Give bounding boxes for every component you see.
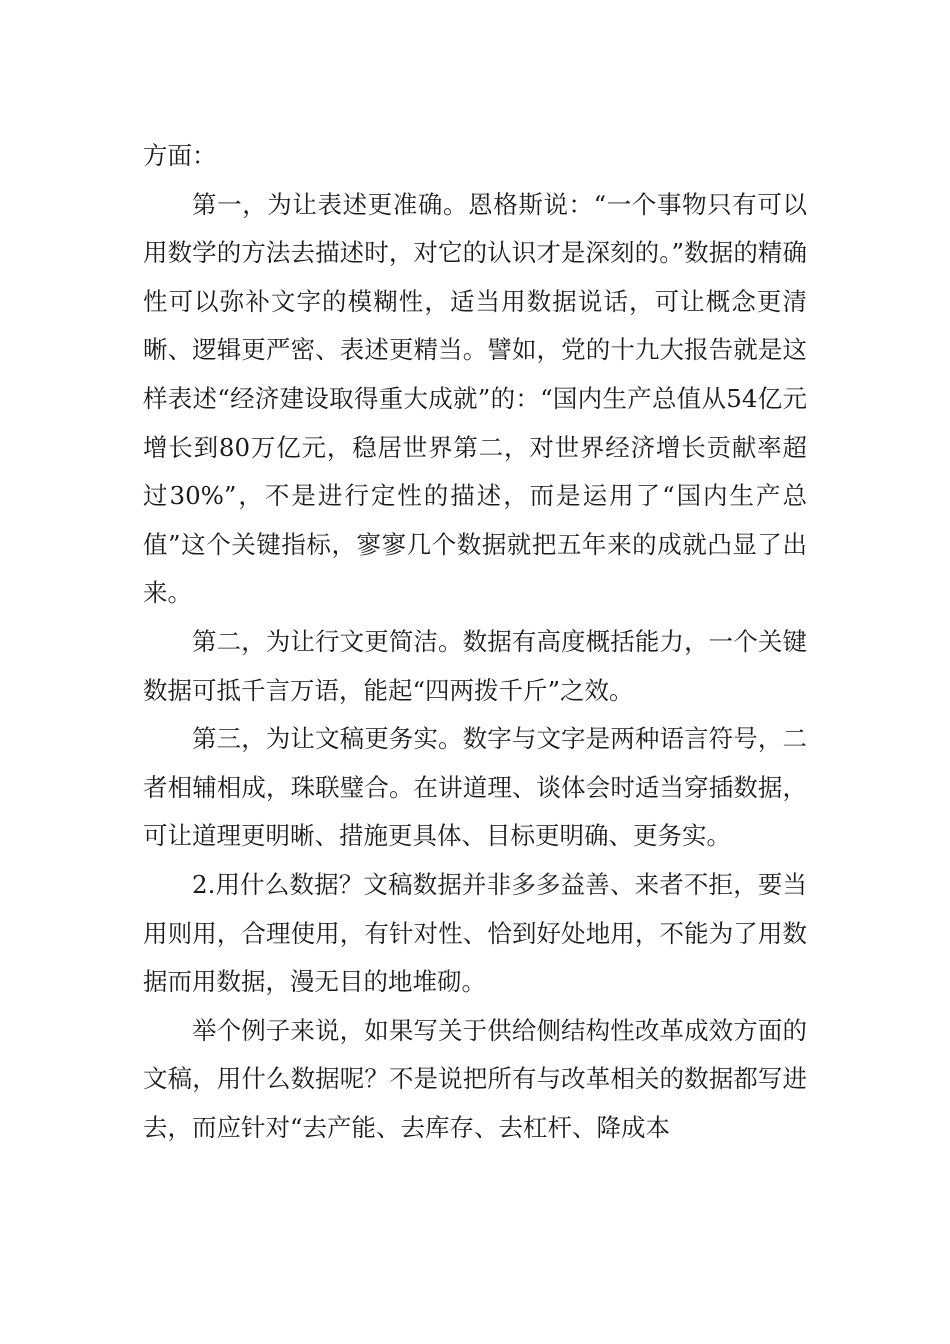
paragraph-second-point: 第二，为让行文更简洁。数据有高度概括能力，一个关键数据可抵千言万语，能起“四两拨千斤”之效。 bbox=[143, 626, 807, 705]
paragraph-what-data: 2.用什么数据？文稿数据并非多多益善、来者不拒，要当用则用，合理使用，有针对性、恰到好处地用，不能为了用数据而用数据，漫无目的地堆砌。 bbox=[143, 869, 807, 997]
paragraph-third-point: 第三，为让文稿更务实。数字与文字是两种语言符号，二者相辅相成，珠联璧合。在讲道理、谈体会时适当穿插数据，可让道理更明晰、措施更具体、目标更明确、更务实。 bbox=[143, 724, 807, 851]
paragraph-first-point: 第一，为让表述更准确。恩格斯说：“一个事物只有可以用数学的方法去描述时，对它的认识才是深刻的。”数据的精确性可以弥补文字的模糊性，适当用数据说话，可让概念更清晰、逻辑更严密、表述更精当。譬如，党的十九大报告就是这样表述“经济建设取得重大成就”的：“国内生产总值从54亿元增长到80万亿元，稳居世界第二，对世界经济增长贡献率超过30%”，不是进行定性的描述，而是运用了“国内生产总值”这个关键指标，寥寥几个数据就把五年来的成就凸显了出来。 bbox=[143, 189, 807, 608]
paragraph-continuation: 方面： bbox=[143, 141, 217, 170]
document-body bbox=[143, 132, 807, 1152]
paragraph-example: 举个例子来说，如果写关于供给侧结构性改革成效方面的文稿，用什么数据呢？不是说把所有与改革相关的数据都写进去，而应针对“去产能、去库存、去杠杆、降成本 bbox=[143, 1015, 807, 1142]
